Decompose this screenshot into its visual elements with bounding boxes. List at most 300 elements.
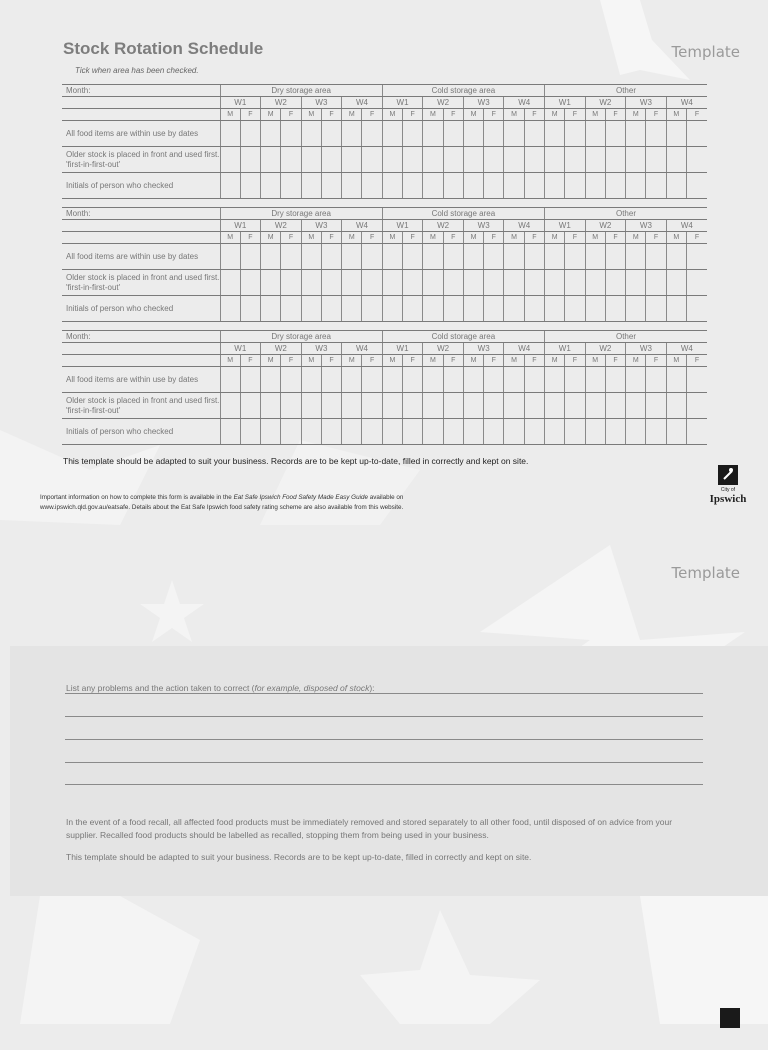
tick-cell[interactable] [261, 173, 281, 199]
area-header: Dry storage area [220, 331, 382, 343]
tick-cell[interactable] [585, 173, 605, 199]
tick-cell[interactable] [342, 270, 362, 296]
tick-cell[interactable] [443, 121, 463, 147]
tick-cell[interactable] [524, 147, 544, 173]
adapt-note: This template should be adapted to suit your business. Records are to be kept up-to-date, filled in correctly and kept on site. [63, 456, 529, 466]
tick-cell[interactable] [240, 296, 260, 322]
tick-cell[interactable] [220, 173, 240, 199]
tick-cell[interactable] [626, 147, 646, 173]
day-header: M [301, 355, 321, 367]
tick-cell[interactable] [545, 367, 565, 393]
tick-cell[interactable] [281, 147, 301, 173]
tick-cell[interactable] [626, 173, 646, 199]
tick-cell[interactable] [220, 419, 240, 445]
tick-cell[interactable] [545, 419, 565, 445]
tick-cell[interactable] [686, 296, 707, 322]
info-note [40, 493, 560, 513]
day-header: M [382, 355, 402, 367]
tick-cell[interactable] [403, 393, 423, 419]
tick-cell[interactable] [565, 367, 585, 393]
tick-cell[interactable] [362, 296, 382, 322]
logo-text: Ipswich [709, 493, 747, 505]
tick-cell[interactable] [403, 147, 423, 173]
write-line[interactable] [65, 693, 703, 694]
day-header: M [342, 355, 362, 367]
tick-cell[interactable] [443, 147, 463, 173]
tick-cell[interactable] [605, 419, 625, 445]
tick-cell[interactable] [321, 296, 341, 322]
info-guide: Eat Safe Ipswich Food Safety Made Easy Guide [233, 494, 368, 501]
tick-cell[interactable] [403, 173, 423, 199]
logo-mark-icon [698, 463, 758, 489]
tick-cell[interactable] [524, 244, 544, 270]
template-label: Template [671, 43, 740, 61]
tick-cell[interactable] [403, 419, 423, 445]
tick-cell[interactable] [605, 121, 625, 147]
tick-cell[interactable] [524, 393, 544, 419]
day-header: F [240, 109, 260, 121]
week-header: W2 [261, 97, 302, 109]
day-header: M [585, 232, 605, 244]
tick-cell[interactable] [463, 393, 483, 419]
tick-cell[interactable] [484, 419, 504, 445]
tick-cell[interactable] [382, 244, 402, 270]
day-header: M [585, 109, 605, 121]
tick-cell[interactable] [443, 173, 463, 199]
problems-suffix: ): [369, 683, 375, 693]
tick-cell[interactable] [565, 121, 585, 147]
week-header: W4 [342, 343, 383, 355]
tick-cell[interactable] [585, 296, 605, 322]
tick-cell[interactable] [605, 270, 625, 296]
tick-cell[interactable] [220, 270, 240, 296]
tick-cell[interactable] [524, 173, 544, 199]
tick-cell[interactable] [666, 121, 686, 147]
tick-cell[interactable] [484, 393, 504, 419]
day-header: F [240, 232, 260, 244]
tick-cell[interactable] [240, 393, 260, 419]
day-header: M [423, 355, 443, 367]
tick-cell[interactable] [240, 419, 260, 445]
tick-cell[interactable] [666, 367, 686, 393]
day-header: M [626, 355, 646, 367]
tick-cell[interactable] [463, 367, 483, 393]
tick-cell[interactable] [403, 367, 423, 393]
tick-cell[interactable] [423, 419, 443, 445]
day-header: M [504, 355, 524, 367]
tick-cell[interactable] [403, 296, 423, 322]
tick-cell[interactable] [666, 393, 686, 419]
tick-cell[interactable] [382, 367, 402, 393]
write-line[interactable] [65, 762, 703, 763]
tick-cell[interactable] [261, 147, 281, 173]
tick-cell[interactable] [484, 147, 504, 173]
day-header: F [686, 232, 707, 244]
tick-cell[interactable] [565, 270, 585, 296]
write-line[interactable] [65, 716, 703, 717]
tick-cell[interactable] [220, 367, 240, 393]
check-question: Initials of person who checked [62, 173, 220, 199]
tick-cell[interactable] [261, 419, 281, 445]
week-header: W3 [463, 97, 504, 109]
tick-cell[interactable] [484, 121, 504, 147]
ipswich-logo-2 [700, 1006, 760, 1050]
week-header: W1 [220, 220, 261, 232]
day-header: M [301, 232, 321, 244]
tick-cell[interactable] [545, 244, 565, 270]
tick-cell[interactable] [646, 244, 666, 270]
tick-cell[interactable] [484, 173, 504, 199]
tick-cell[interactable] [362, 270, 382, 296]
tick-cell[interactable] [646, 367, 666, 393]
tick-cell[interactable] [423, 296, 443, 322]
week-header: W4 [342, 97, 383, 109]
tick-cell[interactable] [626, 270, 646, 296]
tick-cell[interactable] [484, 244, 504, 270]
tick-cell[interactable] [605, 173, 625, 199]
tick-cell[interactable] [220, 147, 240, 173]
day-header: F [686, 355, 707, 367]
day-header: F [484, 109, 504, 121]
ipswich-logo [698, 463, 758, 507]
day-header: F [281, 109, 301, 121]
day-header: M [261, 355, 281, 367]
tick-cell[interactable] [666, 147, 686, 173]
tick-cell[interactable] [686, 393, 707, 419]
tick-cell[interactable] [382, 121, 402, 147]
tick-cell[interactable] [382, 270, 402, 296]
tick-cell[interactable] [646, 393, 666, 419]
tick-cell[interactable] [504, 296, 524, 322]
tick-cell[interactable] [646, 419, 666, 445]
week-header: W2 [261, 343, 302, 355]
tick-cell[interactable] [301, 367, 321, 393]
write-line[interactable] [65, 784, 703, 785]
tick-cell[interactable] [463, 419, 483, 445]
tick-cell[interactable] [301, 270, 321, 296]
tick-cell[interactable] [463, 270, 483, 296]
tick-cell[interactable] [463, 173, 483, 199]
tick-cell[interactable] [281, 296, 301, 322]
tick-cell[interactable] [545, 393, 565, 419]
tick-cell[interactable] [240, 367, 260, 393]
tick-cell[interactable] [484, 296, 504, 322]
tick-cell[interactable] [565, 147, 585, 173]
tick-cell[interactable] [362, 419, 382, 445]
tick-cell[interactable] [342, 121, 362, 147]
tick-cell[interactable] [443, 296, 463, 322]
week-header: W2 [261, 220, 302, 232]
week-header: W3 [463, 343, 504, 355]
tick-cell[interactable] [585, 121, 605, 147]
tick-cell[interactable] [362, 121, 382, 147]
day-header: M [504, 232, 524, 244]
tick-cell[interactable] [504, 419, 524, 445]
tick-cell[interactable] [281, 244, 301, 270]
day-header: M [666, 355, 686, 367]
day-header: M [545, 355, 565, 367]
tick-cell[interactable] [686, 244, 707, 270]
tick-cell[interactable] [504, 393, 524, 419]
tick-cell[interactable] [626, 393, 646, 419]
tick-cell[interactable] [626, 121, 646, 147]
tick-cell[interactable] [321, 244, 341, 270]
tick-cell[interactable] [403, 121, 423, 147]
tick-cell[interactable] [261, 121, 281, 147]
tick-cell[interactable] [403, 270, 423, 296]
week-header: W3 [463, 220, 504, 232]
tick-cell[interactable] [463, 296, 483, 322]
week-header: W2 [423, 220, 464, 232]
tick-cell[interactable] [321, 121, 341, 147]
tick-cell[interactable] [463, 244, 483, 270]
tick-cell[interactable] [281, 270, 301, 296]
tick-cell[interactable] [686, 173, 707, 199]
tick-cell[interactable] [403, 244, 423, 270]
tick-cell[interactable] [321, 419, 341, 445]
tick-cell[interactable] [666, 244, 686, 270]
blank-cell [62, 220, 220, 232]
schedule-grid [62, 84, 707, 199]
tick-cell[interactable] [261, 270, 281, 296]
tick-cell[interactable] [585, 147, 605, 173]
tick-cell[interactable] [484, 270, 504, 296]
day-header: M [220, 232, 240, 244]
problems-prefix: List any problems and the action taken to correct ( [66, 683, 255, 693]
tick-cell[interactable] [220, 393, 240, 419]
tick-cell[interactable] [686, 270, 707, 296]
day-header: F [321, 109, 341, 121]
week-header: W2 [585, 97, 626, 109]
tick-cell[interactable] [524, 367, 544, 393]
day-header: F [443, 109, 463, 121]
tick-cell[interactable] [261, 296, 281, 322]
tick-cell[interactable] [423, 270, 443, 296]
week-header: W2 [585, 220, 626, 232]
blank-cell [62, 97, 220, 109]
tick-cell[interactable] [585, 270, 605, 296]
tick-cell[interactable] [362, 367, 382, 393]
tick-cell[interactable] [362, 393, 382, 419]
tick-cell[interactable] [362, 147, 382, 173]
tick-cell[interactable] [524, 121, 544, 147]
day-header: F [403, 109, 423, 121]
tick-cell[interactable] [524, 270, 544, 296]
tick-cell[interactable] [382, 296, 402, 322]
tick-cell[interactable] [565, 419, 585, 445]
tick-cell[interactable] [545, 121, 565, 147]
month-label: Month: [62, 331, 220, 343]
tick-cell[interactable] [220, 121, 240, 147]
tick-cell[interactable] [423, 367, 443, 393]
tick-cell[interactable] [220, 296, 240, 322]
tick-cell[interactable] [301, 173, 321, 199]
tick-cell[interactable] [362, 173, 382, 199]
write-line[interactable] [65, 739, 703, 740]
tick-cell[interactable] [301, 419, 321, 445]
tick-cell[interactable] [301, 296, 321, 322]
week-header: W1 [220, 343, 261, 355]
tick-cell[interactable] [342, 367, 362, 393]
tick-cell[interactable] [666, 173, 686, 199]
tick-cell[interactable] [504, 173, 524, 199]
tick-cell[interactable] [646, 147, 666, 173]
tick-cell[interactable] [605, 393, 625, 419]
tick-cell[interactable] [605, 147, 625, 173]
tick-cell[interactable] [605, 296, 625, 322]
tick-cell[interactable] [321, 270, 341, 296]
tick-cell[interactable] [565, 244, 585, 270]
tick-cell[interactable] [443, 244, 463, 270]
tick-cell[interactable] [342, 147, 362, 173]
tick-cell[interactable] [281, 367, 301, 393]
tick-cell[interactable] [240, 244, 260, 270]
tick-cell[interactable] [545, 173, 565, 199]
tick-cell[interactable] [342, 393, 362, 419]
check-question: All food items are within use by dates [62, 244, 220, 270]
tick-cell[interactable] [605, 244, 625, 270]
tick-cell[interactable] [281, 173, 301, 199]
tick-cell[interactable] [545, 270, 565, 296]
tick-cell[interactable] [382, 393, 402, 419]
tick-cell[interactable] [342, 244, 362, 270]
tick-cell[interactable] [220, 244, 240, 270]
day-header: F [524, 232, 544, 244]
blank-cell [62, 355, 220, 367]
tick-cell[interactable] [281, 419, 301, 445]
tick-cell[interactable] [666, 419, 686, 445]
tick-cell[interactable] [666, 270, 686, 296]
tick-cell[interactable] [524, 296, 544, 322]
tick-cell[interactable] [626, 244, 646, 270]
tick-cell[interactable] [423, 147, 443, 173]
tick-cell[interactable] [463, 121, 483, 147]
schedule-grid [62, 330, 707, 445]
tick-cell[interactable] [382, 419, 402, 445]
tick-cell[interactable] [504, 147, 524, 173]
day-header: F [362, 232, 382, 244]
tick-cell[interactable] [585, 367, 605, 393]
tick-cell[interactable] [626, 296, 646, 322]
tick-cell[interactable] [382, 147, 402, 173]
tick-cell[interactable] [443, 419, 463, 445]
tick-cell[interactable] [504, 121, 524, 147]
tick-cell[interactable] [565, 393, 585, 419]
tick-cell[interactable] [646, 121, 666, 147]
tick-cell[interactable] [281, 121, 301, 147]
tick-cell[interactable] [504, 270, 524, 296]
tick-cell[interactable] [261, 393, 281, 419]
tick-cell[interactable] [545, 296, 565, 322]
tick-cell[interactable] [686, 419, 707, 445]
tick-cell[interactable] [301, 147, 321, 173]
month-label: Month: [62, 85, 220, 97]
tick-cell[interactable] [423, 393, 443, 419]
tick-cell[interactable] [443, 393, 463, 419]
tick-cell[interactable] [301, 393, 321, 419]
tick-cell[interactable] [240, 270, 260, 296]
tick-cell[interactable] [281, 393, 301, 419]
tick-cell[interactable] [321, 367, 341, 393]
tick-cell[interactable] [484, 367, 504, 393]
week-header: W1 [220, 97, 261, 109]
day-header: F [646, 355, 666, 367]
problems-label [66, 683, 375, 693]
tick-cell[interactable] [666, 296, 686, 322]
week-header: W1 [545, 97, 586, 109]
tick-cell[interactable] [240, 121, 260, 147]
tick-cell[interactable] [342, 296, 362, 322]
tick-cell[interactable] [301, 121, 321, 147]
tick-cell[interactable] [565, 296, 585, 322]
tick-cell[interactable] [321, 393, 341, 419]
tick-cell[interactable] [646, 173, 666, 199]
tick-cell[interactable] [261, 244, 281, 270]
tick-cell[interactable] [686, 367, 707, 393]
tick-cell[interactable] [504, 367, 524, 393]
tick-cell[interactable] [342, 419, 362, 445]
logo-mark-icon [700, 1006, 760, 1032]
tick-cell[interactable] [686, 147, 707, 173]
tick-cell[interactable] [504, 244, 524, 270]
tick-cell[interactable] [686, 121, 707, 147]
tick-cell[interactable] [585, 419, 605, 445]
tick-cell[interactable] [524, 419, 544, 445]
tick-cell[interactable] [443, 367, 463, 393]
tick-cell[interactable] [545, 147, 565, 173]
day-header: F [605, 355, 625, 367]
tick-cell[interactable] [605, 367, 625, 393]
tick-cell[interactable] [443, 270, 463, 296]
week-header: W4 [504, 343, 545, 355]
tick-cell[interactable] [362, 244, 382, 270]
tick-cell[interactable] [240, 173, 260, 199]
tick-cell[interactable] [646, 270, 666, 296]
day-header: F [443, 355, 463, 367]
tick-cell[interactable] [261, 367, 281, 393]
area-header: Other [545, 85, 708, 97]
tick-cell[interactable] [463, 147, 483, 173]
tick-cell[interactable] [382, 173, 402, 199]
day-header: M [666, 109, 686, 121]
tick-cell[interactable] [423, 173, 443, 199]
logo-sub: City of [720, 487, 736, 493]
tick-cell[interactable] [626, 419, 646, 445]
area-header: Cold storage area [382, 331, 544, 343]
tick-cell[interactable] [585, 244, 605, 270]
day-header: M [382, 232, 402, 244]
tick-cell[interactable] [240, 147, 260, 173]
tick-cell[interactable] [301, 244, 321, 270]
tick-cell[interactable] [321, 173, 341, 199]
week-header: W2 [585, 343, 626, 355]
tick-cell[interactable] [423, 244, 443, 270]
tick-cell[interactable] [321, 147, 341, 173]
day-header: F [524, 355, 544, 367]
week-header: W4 [666, 220, 707, 232]
tick-cell[interactable] [342, 173, 362, 199]
tick-cell[interactable] [626, 367, 646, 393]
day-header: M [585, 355, 605, 367]
day-header: F [484, 232, 504, 244]
tick-cell[interactable] [585, 393, 605, 419]
tick-cell[interactable] [423, 121, 443, 147]
week-header: W3 [626, 97, 667, 109]
day-header: F [362, 109, 382, 121]
subtitle: Tick when area has been checked. [75, 66, 199, 75]
tick-cell[interactable] [646, 296, 666, 322]
tick-cell[interactable] [565, 173, 585, 199]
